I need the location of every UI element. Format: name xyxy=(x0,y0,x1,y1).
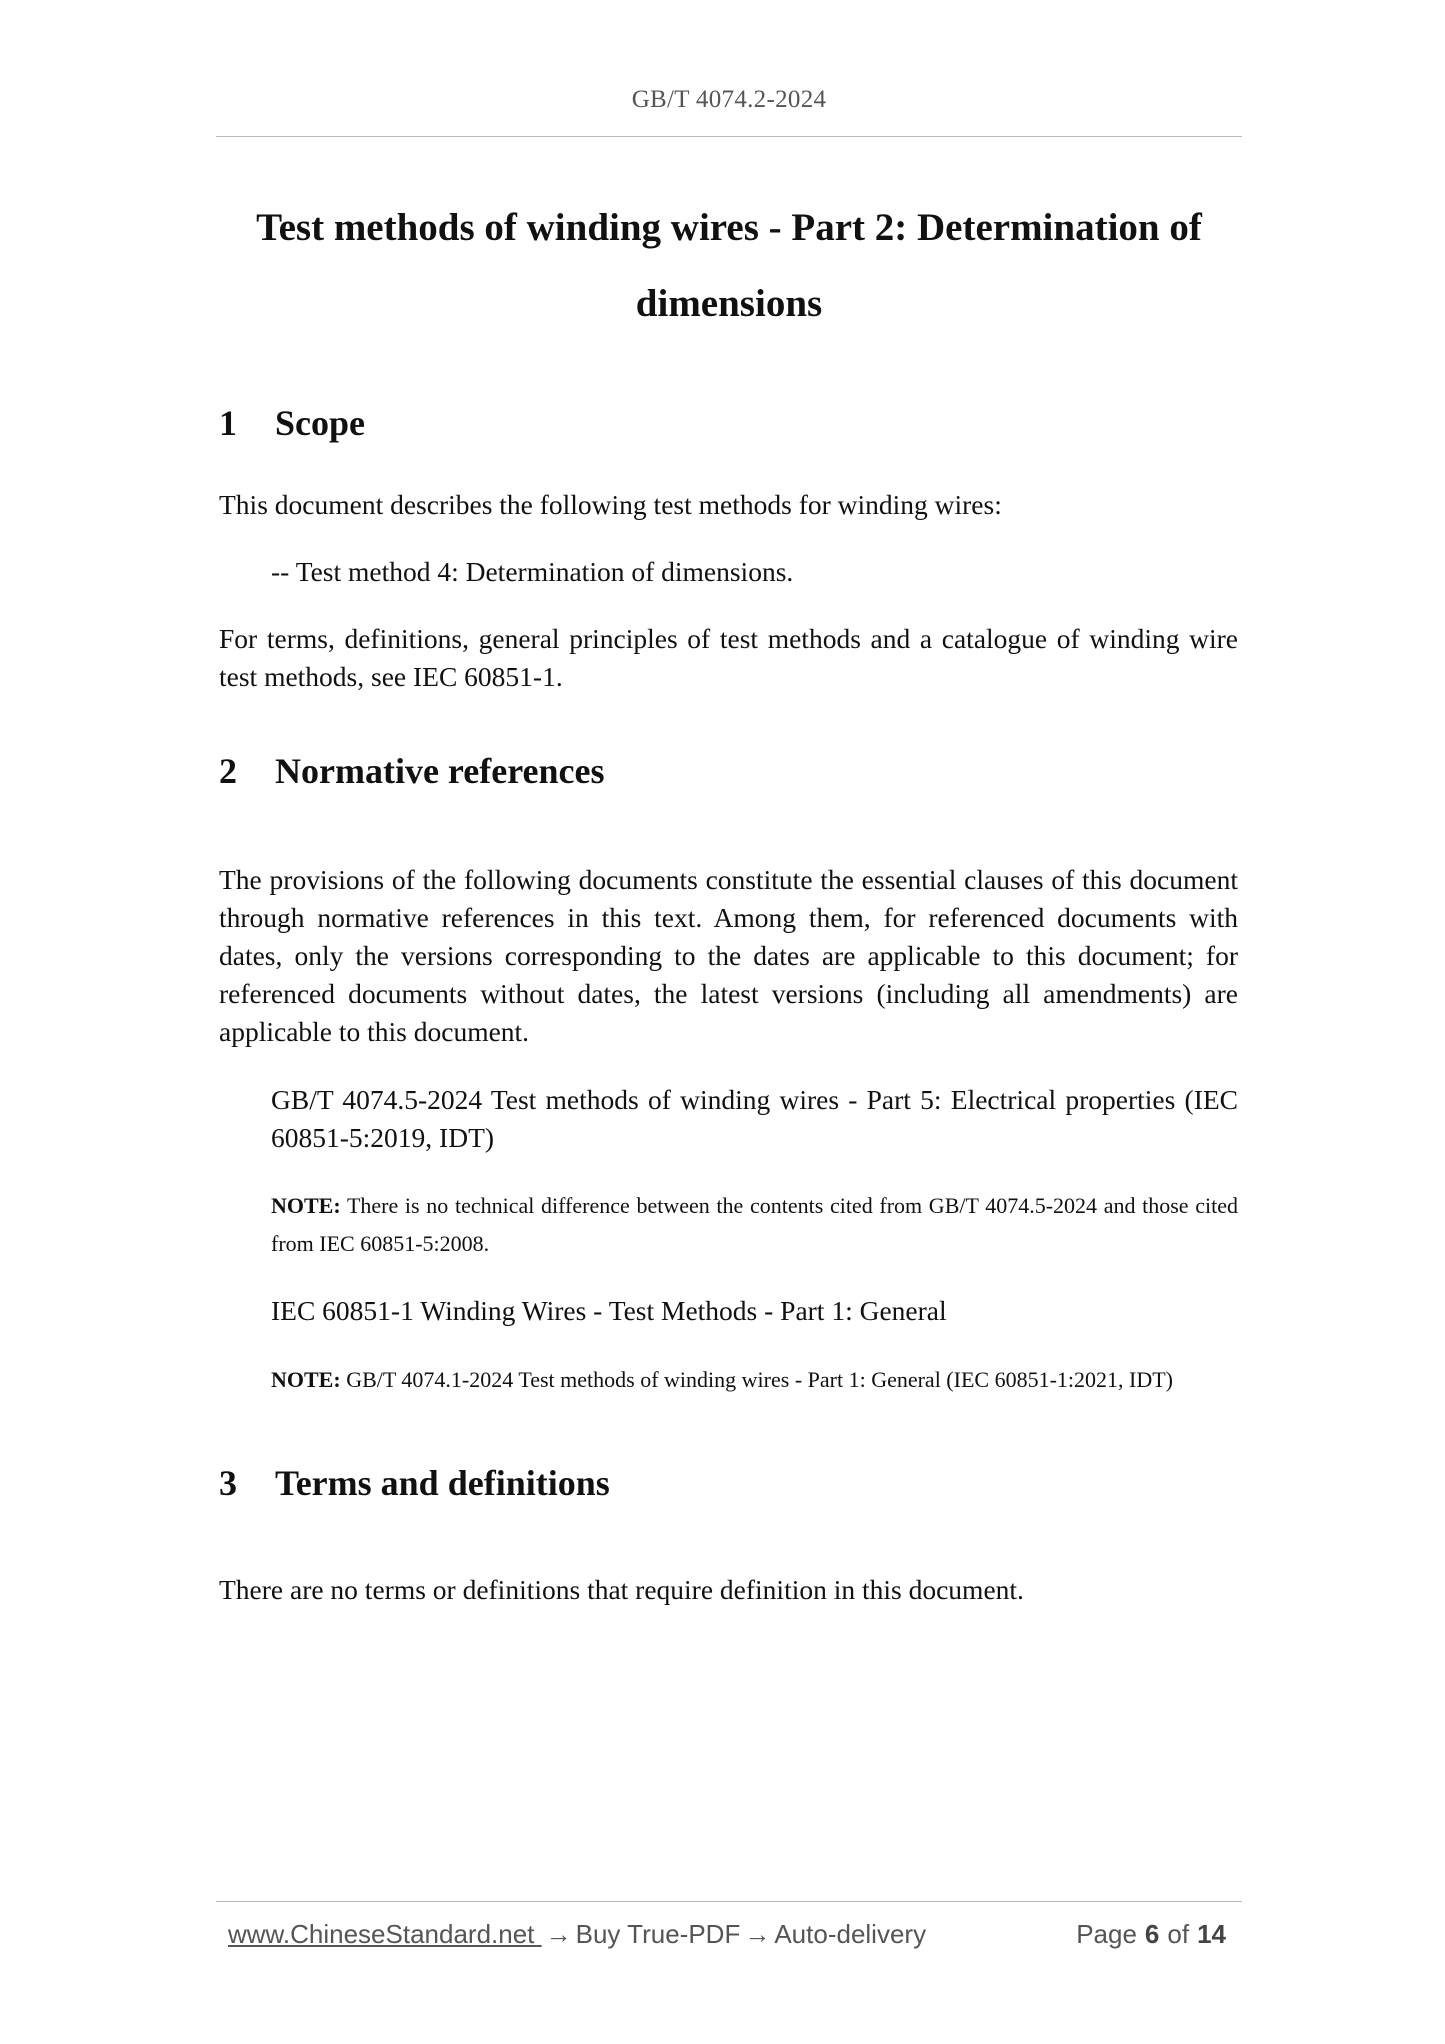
page-indicator xyxy=(1076,1919,1234,1950)
scope-paragraph-1: This document describes the following test methods for winding wires: xyxy=(219,489,1002,520)
note-text: There is no technical difference between the contents cited from GB/T 4074.5-2024 and those cited from IEC 60851-5:2008. xyxy=(271,1193,1238,1256)
reference-note-1 xyxy=(271,1187,1238,1263)
section-title: Terms and definitions xyxy=(275,1463,610,1503)
normative-references-paragraph: The provisions of the following documents constitute the essential clauses of this document through normative references in this text. Among them, for referenced documents with dates, only the versions corresponding to the dates are applicable to this document; for referenced documents without dates, the latest versions (including all amendments) are applicable to this document. xyxy=(219,864,1238,1047)
section-heading-scope xyxy=(219,402,365,444)
page-label: Page xyxy=(1076,1919,1137,1949)
document-title-line-1: Test methods of winding wires - Part 2: Determination of xyxy=(256,206,1202,249)
arrow-right-icon: → xyxy=(744,1919,771,1949)
section-heading-terms-and-definitions xyxy=(219,1462,610,1504)
document-title xyxy=(216,190,1242,342)
section-title: Normative references xyxy=(275,751,605,791)
footer-promo xyxy=(228,1919,926,1950)
reference-item-gbt-4074-5: GB/T 4074.5-2024 Test methods of winding wires - Part 5: Electrical properties (IEC 60851-5:2019, IDT) xyxy=(271,1084,1238,1153)
document-title-line-2: dimensions xyxy=(635,282,823,325)
reference-note-2 xyxy=(271,1361,1238,1399)
section-number: 2 xyxy=(219,751,237,791)
note-text: GB/T 4074.1-2024 Test methods of winding wires - Part 1: General (IEC 60851-1:2021, IDT) xyxy=(346,1367,1173,1392)
scope-paragraph-2: For terms, definitions, general principles of test methods and a catalogue of winding wire test methods, see IEC 60851-1. xyxy=(219,623,1238,692)
page-total: 14 xyxy=(1197,1919,1226,1949)
reference-item-iec-60851-1: IEC 60851-1 Winding Wires - Test Methods - Part 1: General xyxy=(271,1295,947,1326)
section-number: 3 xyxy=(219,1463,237,1503)
page-of-label: of xyxy=(1167,1919,1190,1949)
page-current: 6 xyxy=(1144,1919,1160,1949)
running-header: GB/T 4074.2-2024 xyxy=(631,86,827,113)
buy-true-pdf-text: Buy True-PDF xyxy=(575,1919,741,1949)
note-label: NOTE: xyxy=(271,1367,341,1392)
auto-delivery-text: Auto-delivery xyxy=(774,1919,927,1949)
website-link[interactable]: www.ChineseStandard.net xyxy=(228,1919,542,1949)
section-heading-normative-references xyxy=(219,750,605,792)
section-title: Scope xyxy=(275,403,365,443)
header-divider xyxy=(216,136,1242,137)
section-number: 1 xyxy=(219,403,237,443)
note-label: NOTE: xyxy=(271,1193,341,1218)
footer-divider xyxy=(216,1901,1242,1902)
page-footer xyxy=(228,1919,1234,1955)
arrow-right-icon: → xyxy=(545,1919,572,1949)
scope-list-item: -- Test method 4: Determination of dimensions. xyxy=(271,556,794,587)
terms-paragraph: There are no terms or definitions that require definition in this document. xyxy=(219,1574,1024,1605)
